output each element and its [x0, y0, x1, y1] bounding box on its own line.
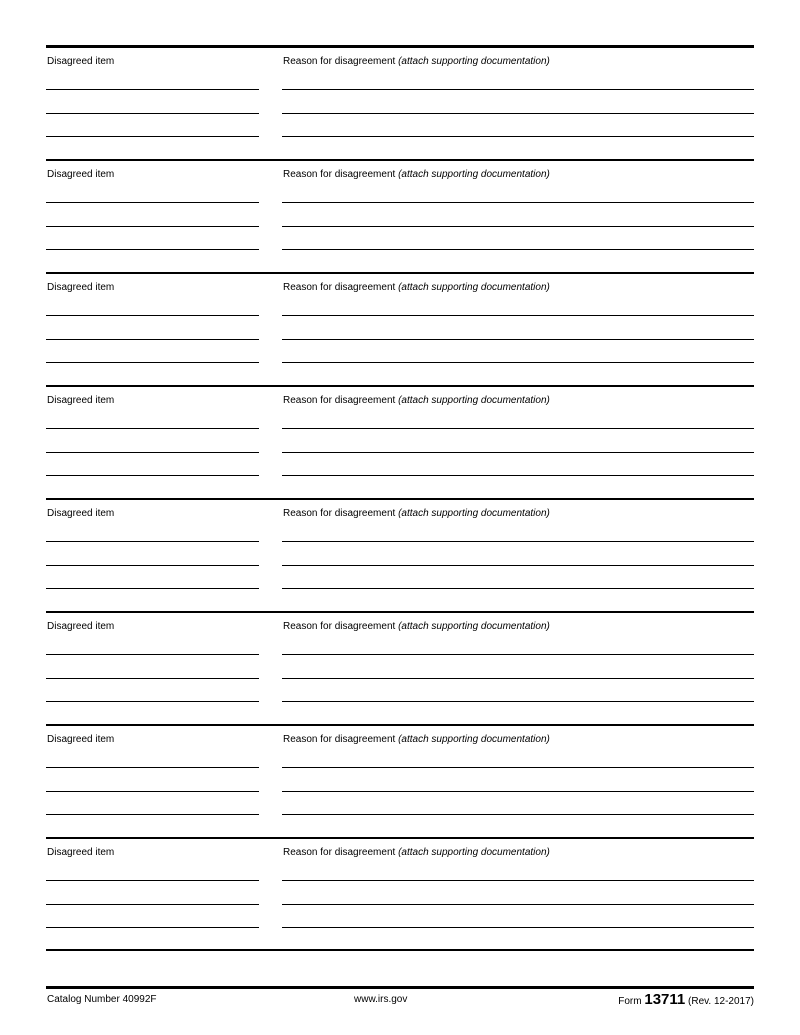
disagreed-item-line-3[interactable]: [46, 814, 259, 815]
disagreed-item-line-3[interactable]: [46, 249, 259, 250]
disagreed-item-line-2[interactable]: [46, 339, 259, 340]
reason-line-1[interactable]: [282, 541, 754, 542]
reason-line-2[interactable]: [282, 678, 754, 679]
disagreed-item-label: Disagreed item: [47, 395, 115, 406]
reason-line-1[interactable]: [282, 315, 754, 316]
disagreed-item-line-2[interactable]: [46, 113, 259, 114]
reason-line-1[interactable]: [282, 654, 754, 655]
reason-line-3[interactable]: [282, 136, 754, 137]
catalog-number: Catalog Number 40992F: [47, 994, 157, 1005]
disagreed-item-line-2[interactable]: [46, 791, 259, 792]
reason-line-2[interactable]: [282, 113, 754, 114]
disagreed-item-label: Disagreed item: [47, 621, 115, 632]
section-divider: [46, 498, 754, 500]
disagreed-item-line-2[interactable]: [46, 565, 259, 566]
section-divider: [46, 611, 754, 613]
reason-label: Reason for disagreement (attach supporting documentation): [283, 169, 550, 180]
disagreed-item-label: Disagreed item: [47, 169, 115, 180]
disagreed-item-line-2[interactable]: [46, 904, 259, 905]
section-divider: [46, 385, 754, 387]
disagreed-item-line-2[interactable]: [46, 452, 259, 453]
section-divider: [46, 159, 754, 161]
reason-line-3[interactable]: [282, 475, 754, 476]
reason-line-2[interactable]: [282, 452, 754, 453]
disagreement-section-7: [0, 724, 800, 837]
form-identifier: [618, 991, 754, 1008]
form-prefix: Form: [618, 996, 642, 1007]
reason-line-2[interactable]: [282, 339, 754, 340]
reason-line-2[interactable]: [282, 904, 754, 905]
reason-label: Reason for disagreement (attach supporting documentation): [283, 395, 550, 406]
reason-line-3[interactable]: [282, 701, 754, 702]
reason-label: Reason for disagreement (attach supporting documentation): [283, 508, 550, 519]
disagreed-item-line-3[interactable]: [46, 588, 259, 589]
reason-line-3[interactable]: [282, 249, 754, 250]
reason-line-2[interactable]: [282, 565, 754, 566]
reason-line-3[interactable]: [282, 362, 754, 363]
reason-line-2[interactable]: [282, 226, 754, 227]
disagreed-item-line-3[interactable]: [46, 701, 259, 702]
reason-line-1[interactable]: [282, 202, 754, 203]
disagreement-section-4: [0, 385, 800, 498]
disagreed-item-line-1[interactable]: [46, 89, 259, 90]
disagreed-item-label: Disagreed item: [47, 734, 115, 745]
disagreement-section-1: [0, 46, 800, 159]
disagreed-item-line-2[interactable]: [46, 678, 259, 679]
reason-line-2[interactable]: [282, 791, 754, 792]
reason-line-1[interactable]: [282, 428, 754, 429]
disagreed-item-line-1[interactable]: [46, 541, 259, 542]
reason-label: Reason for disagreement (attach supporting documentation): [283, 56, 550, 67]
disagreed-item-label: Disagreed item: [47, 508, 115, 519]
disagreement-section-8: [0, 837, 800, 950]
disagreed-item-line-3[interactable]: [46, 475, 259, 476]
section-divider: [46, 837, 754, 839]
disagreed-item-line-1[interactable]: [46, 315, 259, 316]
page-footer: [46, 991, 754, 1011]
disagreement-section-5: [0, 498, 800, 611]
reason-label: Reason for disagreement (attach supporting documentation): [283, 734, 550, 745]
disagreed-item-line-3[interactable]: [46, 927, 259, 928]
disagreed-item-label: Disagreed item: [47, 56, 115, 67]
section-divider: [46, 272, 754, 274]
section-divider: [46, 45, 754, 48]
disagreement-section-2: [0, 159, 800, 272]
reason-line-3[interactable]: [282, 927, 754, 928]
disagreed-item-line-1[interactable]: [46, 654, 259, 655]
disagreed-item-line-1[interactable]: [46, 428, 259, 429]
disagreed-item-line-1[interactable]: [46, 202, 259, 203]
reason-label: Reason for disagreement (attach supporting documentation): [283, 847, 550, 858]
disagreed-item-label: Disagreed item: [47, 847, 115, 858]
disagreement-section-3: [0, 272, 800, 385]
disagreed-item-line-1[interactable]: [46, 767, 259, 768]
disagreed-item-line-3[interactable]: [46, 136, 259, 137]
section-divider: [46, 724, 754, 726]
form-revision: (Rev. 12-2017): [688, 996, 754, 1007]
reason-line-3[interactable]: [282, 588, 754, 589]
reason-label: Reason for disagreement (attach supporting documentation): [283, 282, 550, 293]
disagreed-item-line-2[interactable]: [46, 226, 259, 227]
reason-line-1[interactable]: [282, 89, 754, 90]
reason-line-1[interactable]: [282, 880, 754, 881]
table-bottom-rule: [46, 949, 754, 951]
disagreed-item-line-3[interactable]: [46, 362, 259, 363]
reason-line-3[interactable]: [282, 814, 754, 815]
reason-line-1[interactable]: [282, 767, 754, 768]
disagreed-item-line-1[interactable]: [46, 880, 259, 881]
footer-rule: [46, 986, 754, 989]
disagreement-section-6: [0, 611, 800, 724]
form-number: 13711: [644, 991, 686, 1008]
reason-label: Reason for disagreement (attach supporting documentation): [283, 621, 550, 632]
disagreed-item-label: Disagreed item: [47, 282, 115, 293]
irs-website: www.irs.gov: [354, 994, 408, 1005]
